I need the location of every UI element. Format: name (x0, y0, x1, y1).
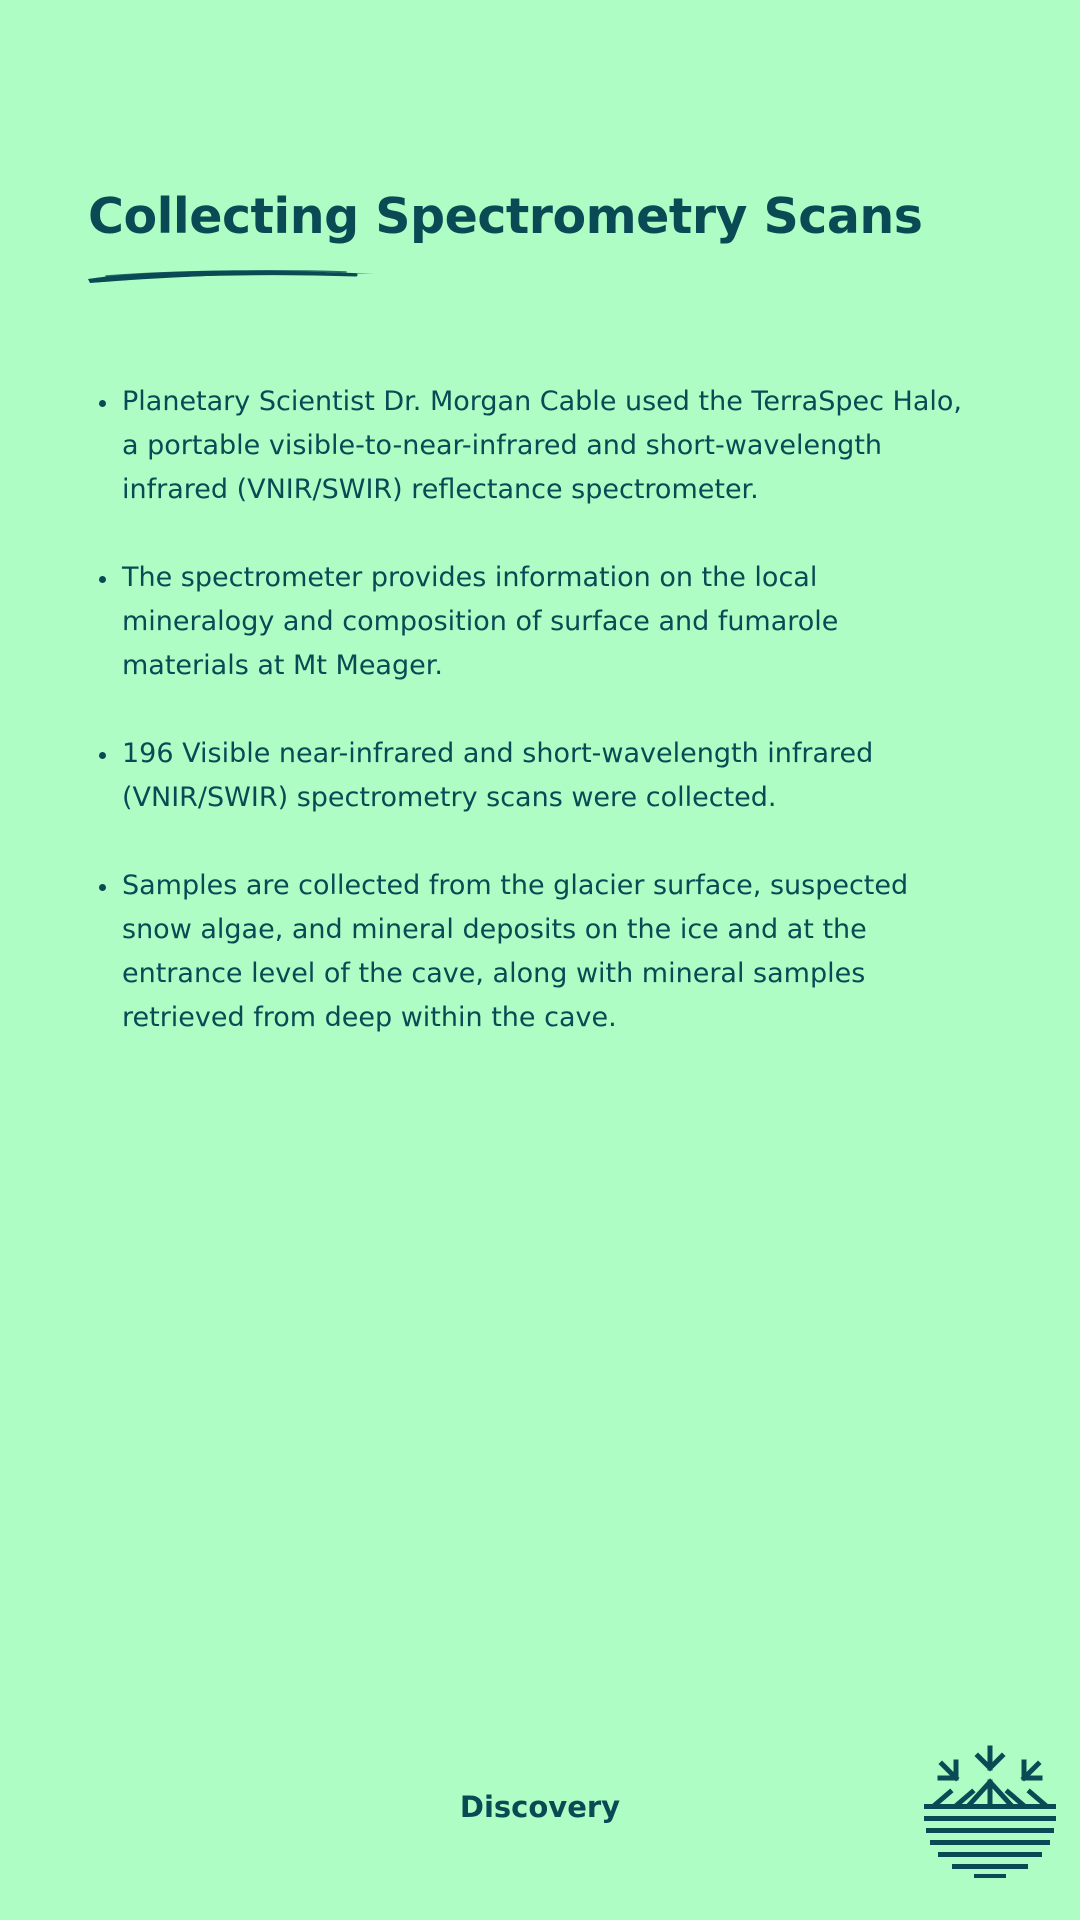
bullet-item-4: Samples are collected from the glacier surface, suspected snow algae, and mineral deposits on the ice and at the entrance level of the cave, along with mineral samples retrieved from deep within the cave. (88, 864, 968, 1040)
page-title: Collecting Spectrometry Scans (88, 188, 923, 245)
bullet-item-3: 196 Visible near-infrared and short-wavelength infrared (VNIR/SWIR) spectrometry scans were collected. (88, 732, 968, 820)
snowflake-horizon-icon (922, 1744, 1058, 1880)
bullet-list (88, 380, 968, 1084)
bullet-item-2: The spectrometer provides information on the local mineralogy and composition of surface and fumarole materials at Mt Meager. (88, 556, 968, 688)
footer-label: Discovery (459, 1790, 621, 1824)
brush-underline (86, 264, 376, 286)
bullet-item-1: Planetary Scientist Dr. Morgan Cable used the TerraSpec Halo, a portable visible-to-near-infrared and short-wavelength infrared (VNIR/SWIR) reflectance spectrometer. (88, 380, 968, 512)
